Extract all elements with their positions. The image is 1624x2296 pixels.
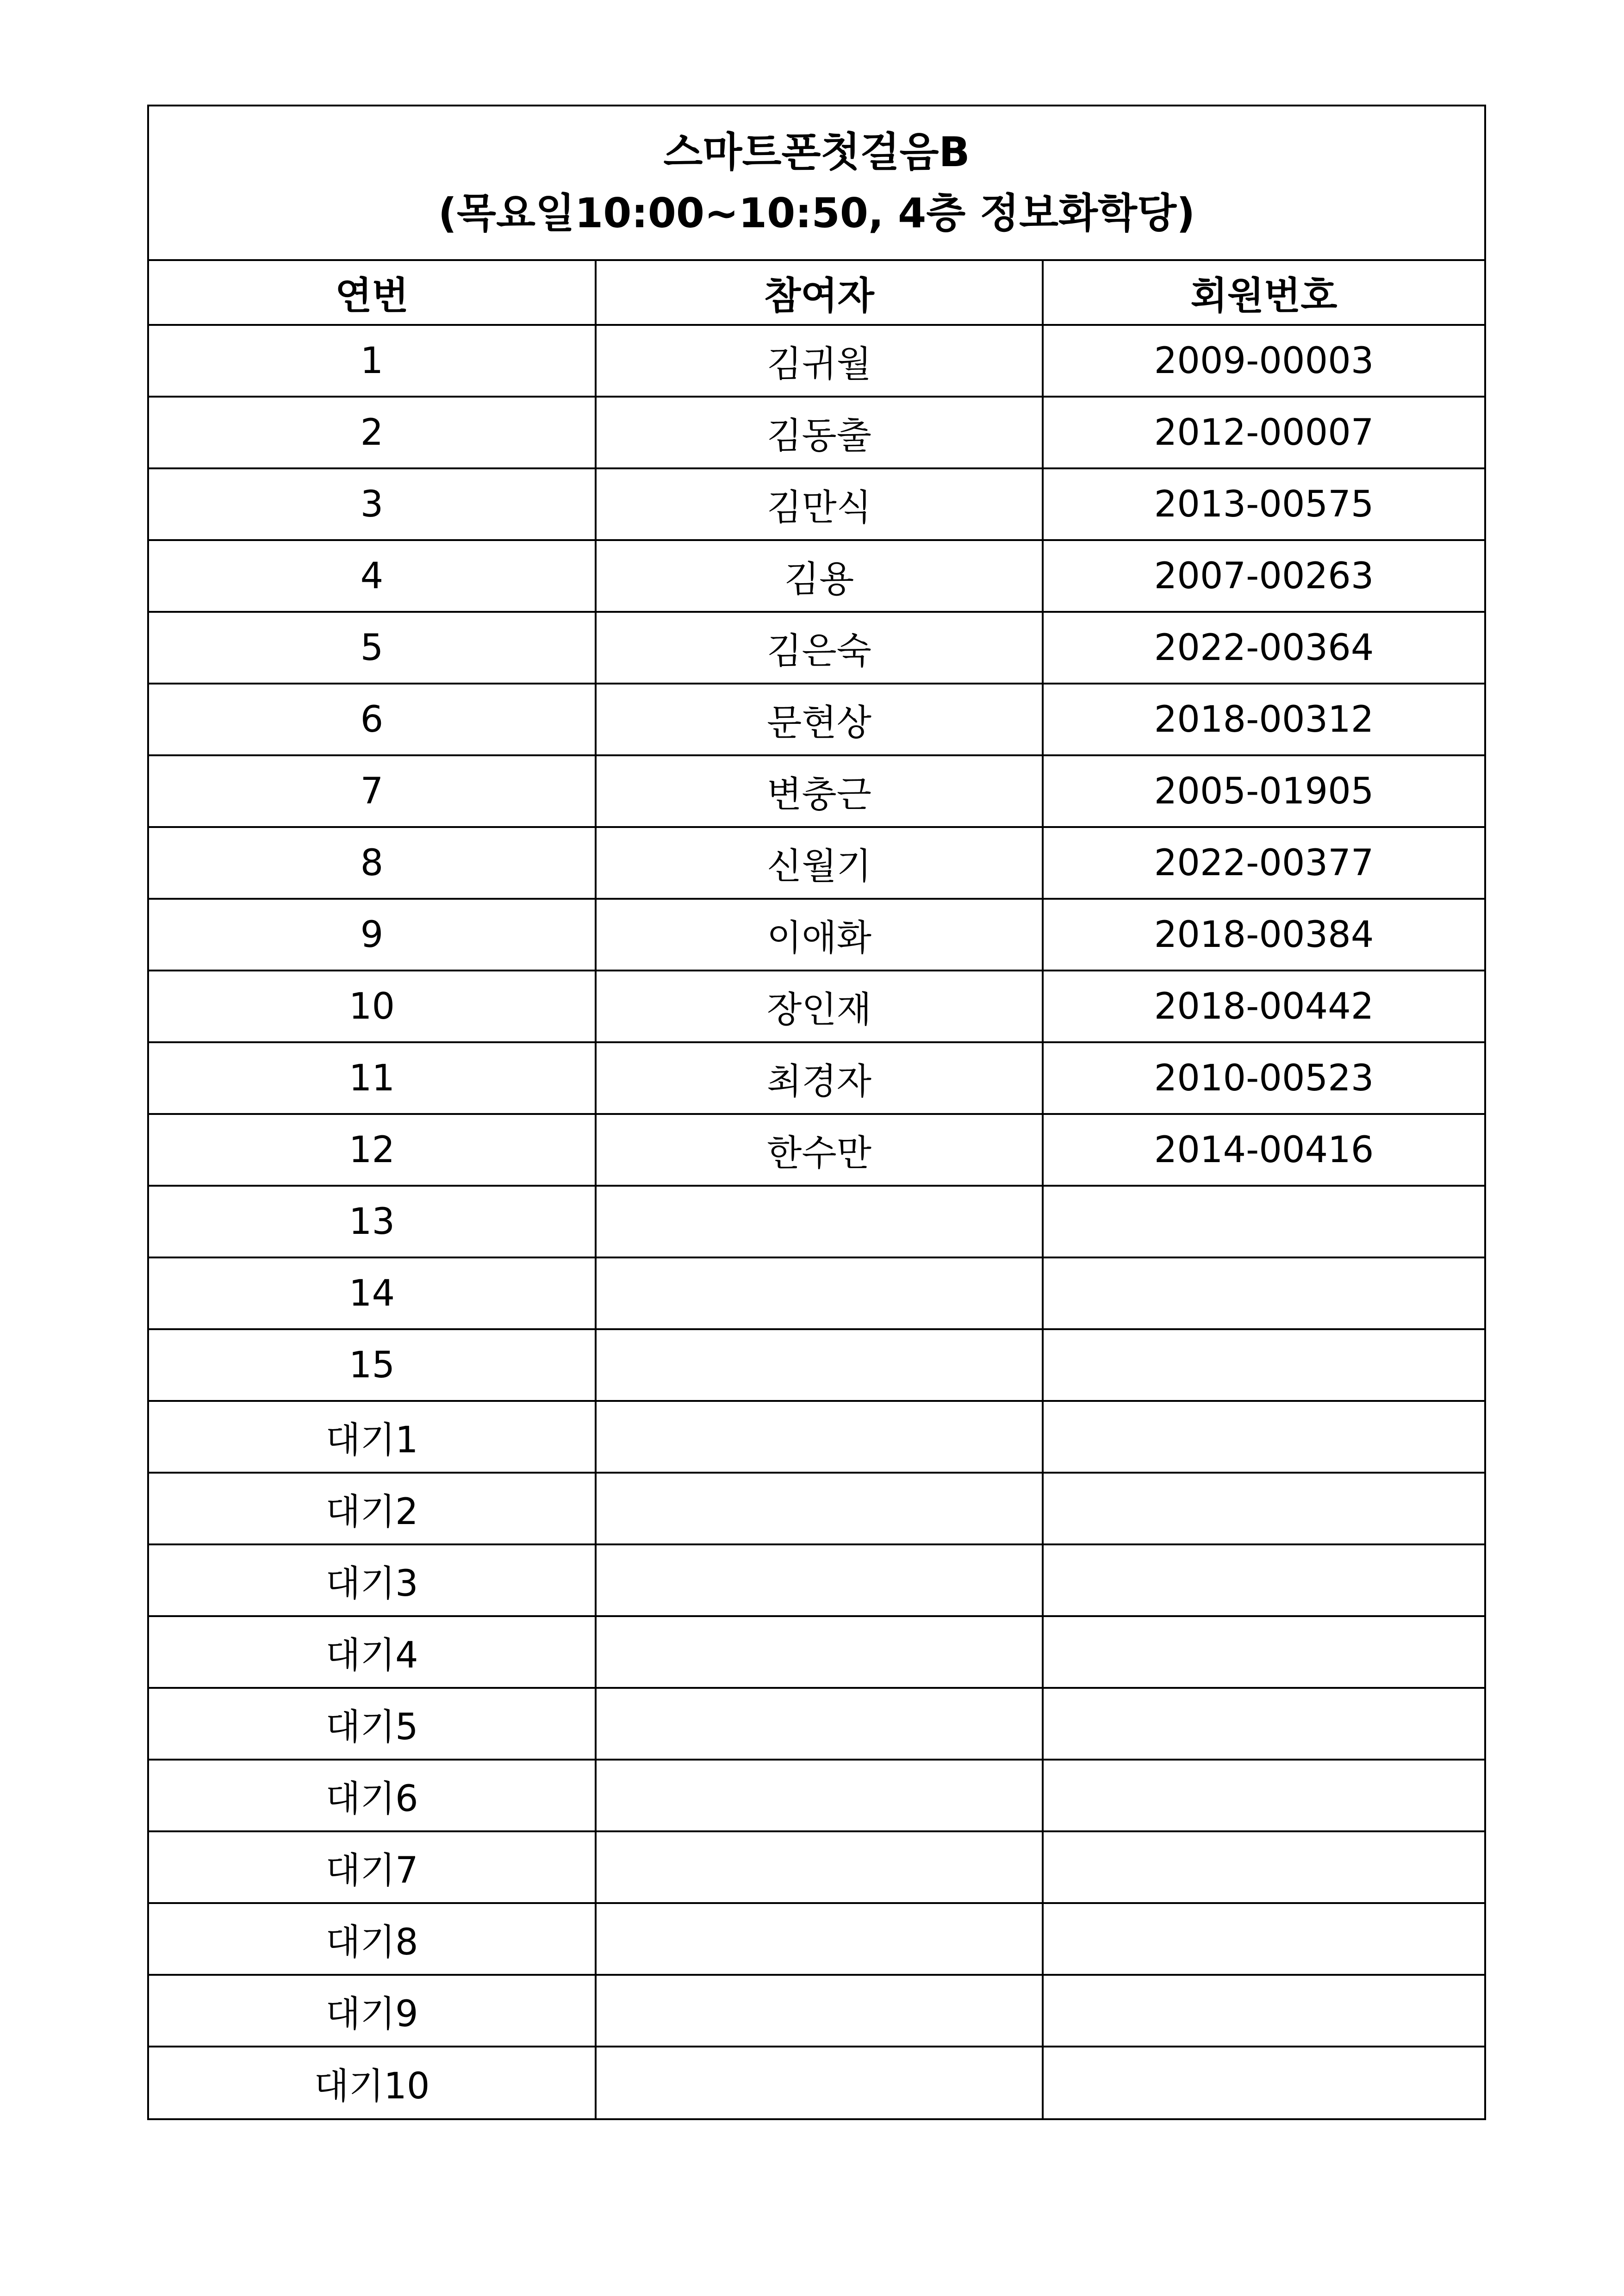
member-id-cell xyxy=(1043,2047,1484,2118)
participant-name-cell xyxy=(596,1760,1043,1831)
row-number-cell: 4 xyxy=(149,540,596,612)
member-id-cell: 2013-00575 xyxy=(1043,468,1484,540)
member-id-cell: 2018-00384 xyxy=(1043,899,1484,971)
participant-name-cell xyxy=(596,1831,1043,1903)
row-number-cell: 대기7 xyxy=(149,1831,596,1903)
table-row xyxy=(149,1903,1484,1975)
attendance-sheet xyxy=(147,105,1486,2120)
column-header-participant: 참여자 xyxy=(596,261,1043,325)
table-row xyxy=(149,755,1484,827)
table-row xyxy=(149,1186,1484,1257)
table-row xyxy=(149,1401,1484,1473)
table-row xyxy=(149,1042,1484,1114)
column-header-member-id: 회원번호 xyxy=(1043,261,1484,325)
table-row xyxy=(149,397,1484,468)
row-number-cell: 대기9 xyxy=(149,1975,596,2047)
row-number-cell: 대기1 xyxy=(149,1401,596,1473)
row-number-cell: 10 xyxy=(149,971,596,1042)
member-id-cell xyxy=(1043,1975,1484,2047)
participant-name-cell xyxy=(596,1544,1043,1616)
participant-name-cell: 김동출 xyxy=(596,397,1043,468)
row-number-cell: 5 xyxy=(149,612,596,684)
row-number-cell: 대기3 xyxy=(149,1544,596,1616)
participant-name-cell: 김만식 xyxy=(596,468,1043,540)
row-number-cell: 13 xyxy=(149,1186,596,1257)
member-id-cell xyxy=(1043,1616,1484,1688)
table-row xyxy=(149,1760,1484,1831)
table-row xyxy=(149,1831,1484,1903)
row-number-cell: 15 xyxy=(149,1329,596,1401)
table-row xyxy=(149,1616,1484,1688)
member-id-cell xyxy=(1043,1473,1484,1544)
participant-name-cell xyxy=(596,2047,1043,2118)
row-number-cell: 14 xyxy=(149,1257,596,1329)
participant-name-cell: 문현상 xyxy=(596,684,1043,755)
row-number-cell: 대기6 xyxy=(149,1760,596,1831)
participant-name-cell xyxy=(596,1401,1043,1473)
table-row xyxy=(149,1257,1484,1329)
row-number-cell: 대기4 xyxy=(149,1616,596,1688)
member-id-cell: 2018-00442 xyxy=(1043,971,1484,1042)
table-row xyxy=(149,827,1484,899)
row-number-cell: 대기8 xyxy=(149,1903,596,1975)
member-id-cell xyxy=(1043,1186,1484,1257)
participant-name-cell xyxy=(596,1257,1043,1329)
member-id-cell: 2022-00364 xyxy=(1043,612,1484,684)
member-id-cell xyxy=(1043,1544,1484,1616)
table-row xyxy=(149,468,1484,540)
participant-name-cell: 김귀월 xyxy=(596,325,1043,397)
table-row xyxy=(149,1473,1484,1544)
member-id-cell: 2014-00416 xyxy=(1043,1114,1484,1186)
participant-name-cell xyxy=(596,1903,1043,1975)
participant-name-cell xyxy=(596,1186,1043,1257)
table-row xyxy=(149,899,1484,971)
participant-name-cell: 김용 xyxy=(596,540,1043,612)
table-row xyxy=(149,1329,1484,1401)
row-number-cell: 8 xyxy=(149,827,596,899)
member-id-cell xyxy=(1043,1831,1484,1903)
table-row xyxy=(149,971,1484,1042)
participant-name-cell: 신월기 xyxy=(596,827,1043,899)
document-title: 스마트폰첫걸음B xyxy=(663,128,970,176)
participant-name-cell: 한수만 xyxy=(596,1114,1043,1186)
row-number-cell: 대기10 xyxy=(149,2047,596,2118)
member-id-cell xyxy=(1043,1257,1484,1329)
roster-body xyxy=(149,325,1484,2118)
participant-name-cell: 이애화 xyxy=(596,899,1043,971)
participant-name-cell: 변충근 xyxy=(596,755,1043,827)
title-block xyxy=(149,106,1484,261)
table-row xyxy=(149,1688,1484,1760)
table-header-row xyxy=(149,261,1484,325)
row-number-cell: 11 xyxy=(149,1042,596,1114)
participant-name-cell: 장인재 xyxy=(596,971,1043,1042)
row-number-cell: 3 xyxy=(149,468,596,540)
row-number-cell: 9 xyxy=(149,899,596,971)
participant-name-cell: 김은숙 xyxy=(596,612,1043,684)
column-header-number: 연번 xyxy=(149,261,596,325)
member-id-cell xyxy=(1043,1688,1484,1760)
table-row xyxy=(149,612,1484,684)
row-number-cell: 6 xyxy=(149,684,596,755)
member-id-cell: 2007-00263 xyxy=(1043,540,1484,612)
table-row xyxy=(149,1544,1484,1616)
member-id-cell xyxy=(1043,1903,1484,1975)
member-id-cell: 2022-00377 xyxy=(1043,827,1484,899)
participant-name-cell xyxy=(596,1688,1043,1760)
table-row xyxy=(149,1114,1484,1186)
row-number-cell: 대기2 xyxy=(149,1473,596,1544)
member-id-cell xyxy=(1043,1401,1484,1473)
table-row xyxy=(149,684,1484,755)
document-subtitle: (목요일10:00~10:50, 4층 정보화학당) xyxy=(438,189,1195,237)
row-number-cell: 대기5 xyxy=(149,1688,596,1760)
participant-name-cell xyxy=(596,1329,1043,1401)
participant-name-cell xyxy=(596,1975,1043,2047)
row-number-cell: 1 xyxy=(149,325,596,397)
member-id-cell xyxy=(1043,1329,1484,1401)
table-row xyxy=(149,325,1484,397)
participant-name-cell xyxy=(596,1616,1043,1688)
member-id-cell xyxy=(1043,1760,1484,1831)
member-id-cell: 2012-00007 xyxy=(1043,397,1484,468)
member-id-cell: 2010-00523 xyxy=(1043,1042,1484,1114)
row-number-cell: 12 xyxy=(149,1114,596,1186)
participant-name-cell xyxy=(596,1473,1043,1544)
participant-name-cell: 최경자 xyxy=(596,1042,1043,1114)
table-row xyxy=(149,1975,1484,2047)
member-id-cell: 2018-00312 xyxy=(1043,684,1484,755)
table-row xyxy=(149,2047,1484,2118)
row-number-cell: 7 xyxy=(149,755,596,827)
member-id-cell: 2005-01905 xyxy=(1043,755,1484,827)
row-number-cell: 2 xyxy=(149,397,596,468)
table-row xyxy=(149,540,1484,612)
roster-table xyxy=(149,261,1484,2118)
member-id-cell: 2009-00003 xyxy=(1043,325,1484,397)
